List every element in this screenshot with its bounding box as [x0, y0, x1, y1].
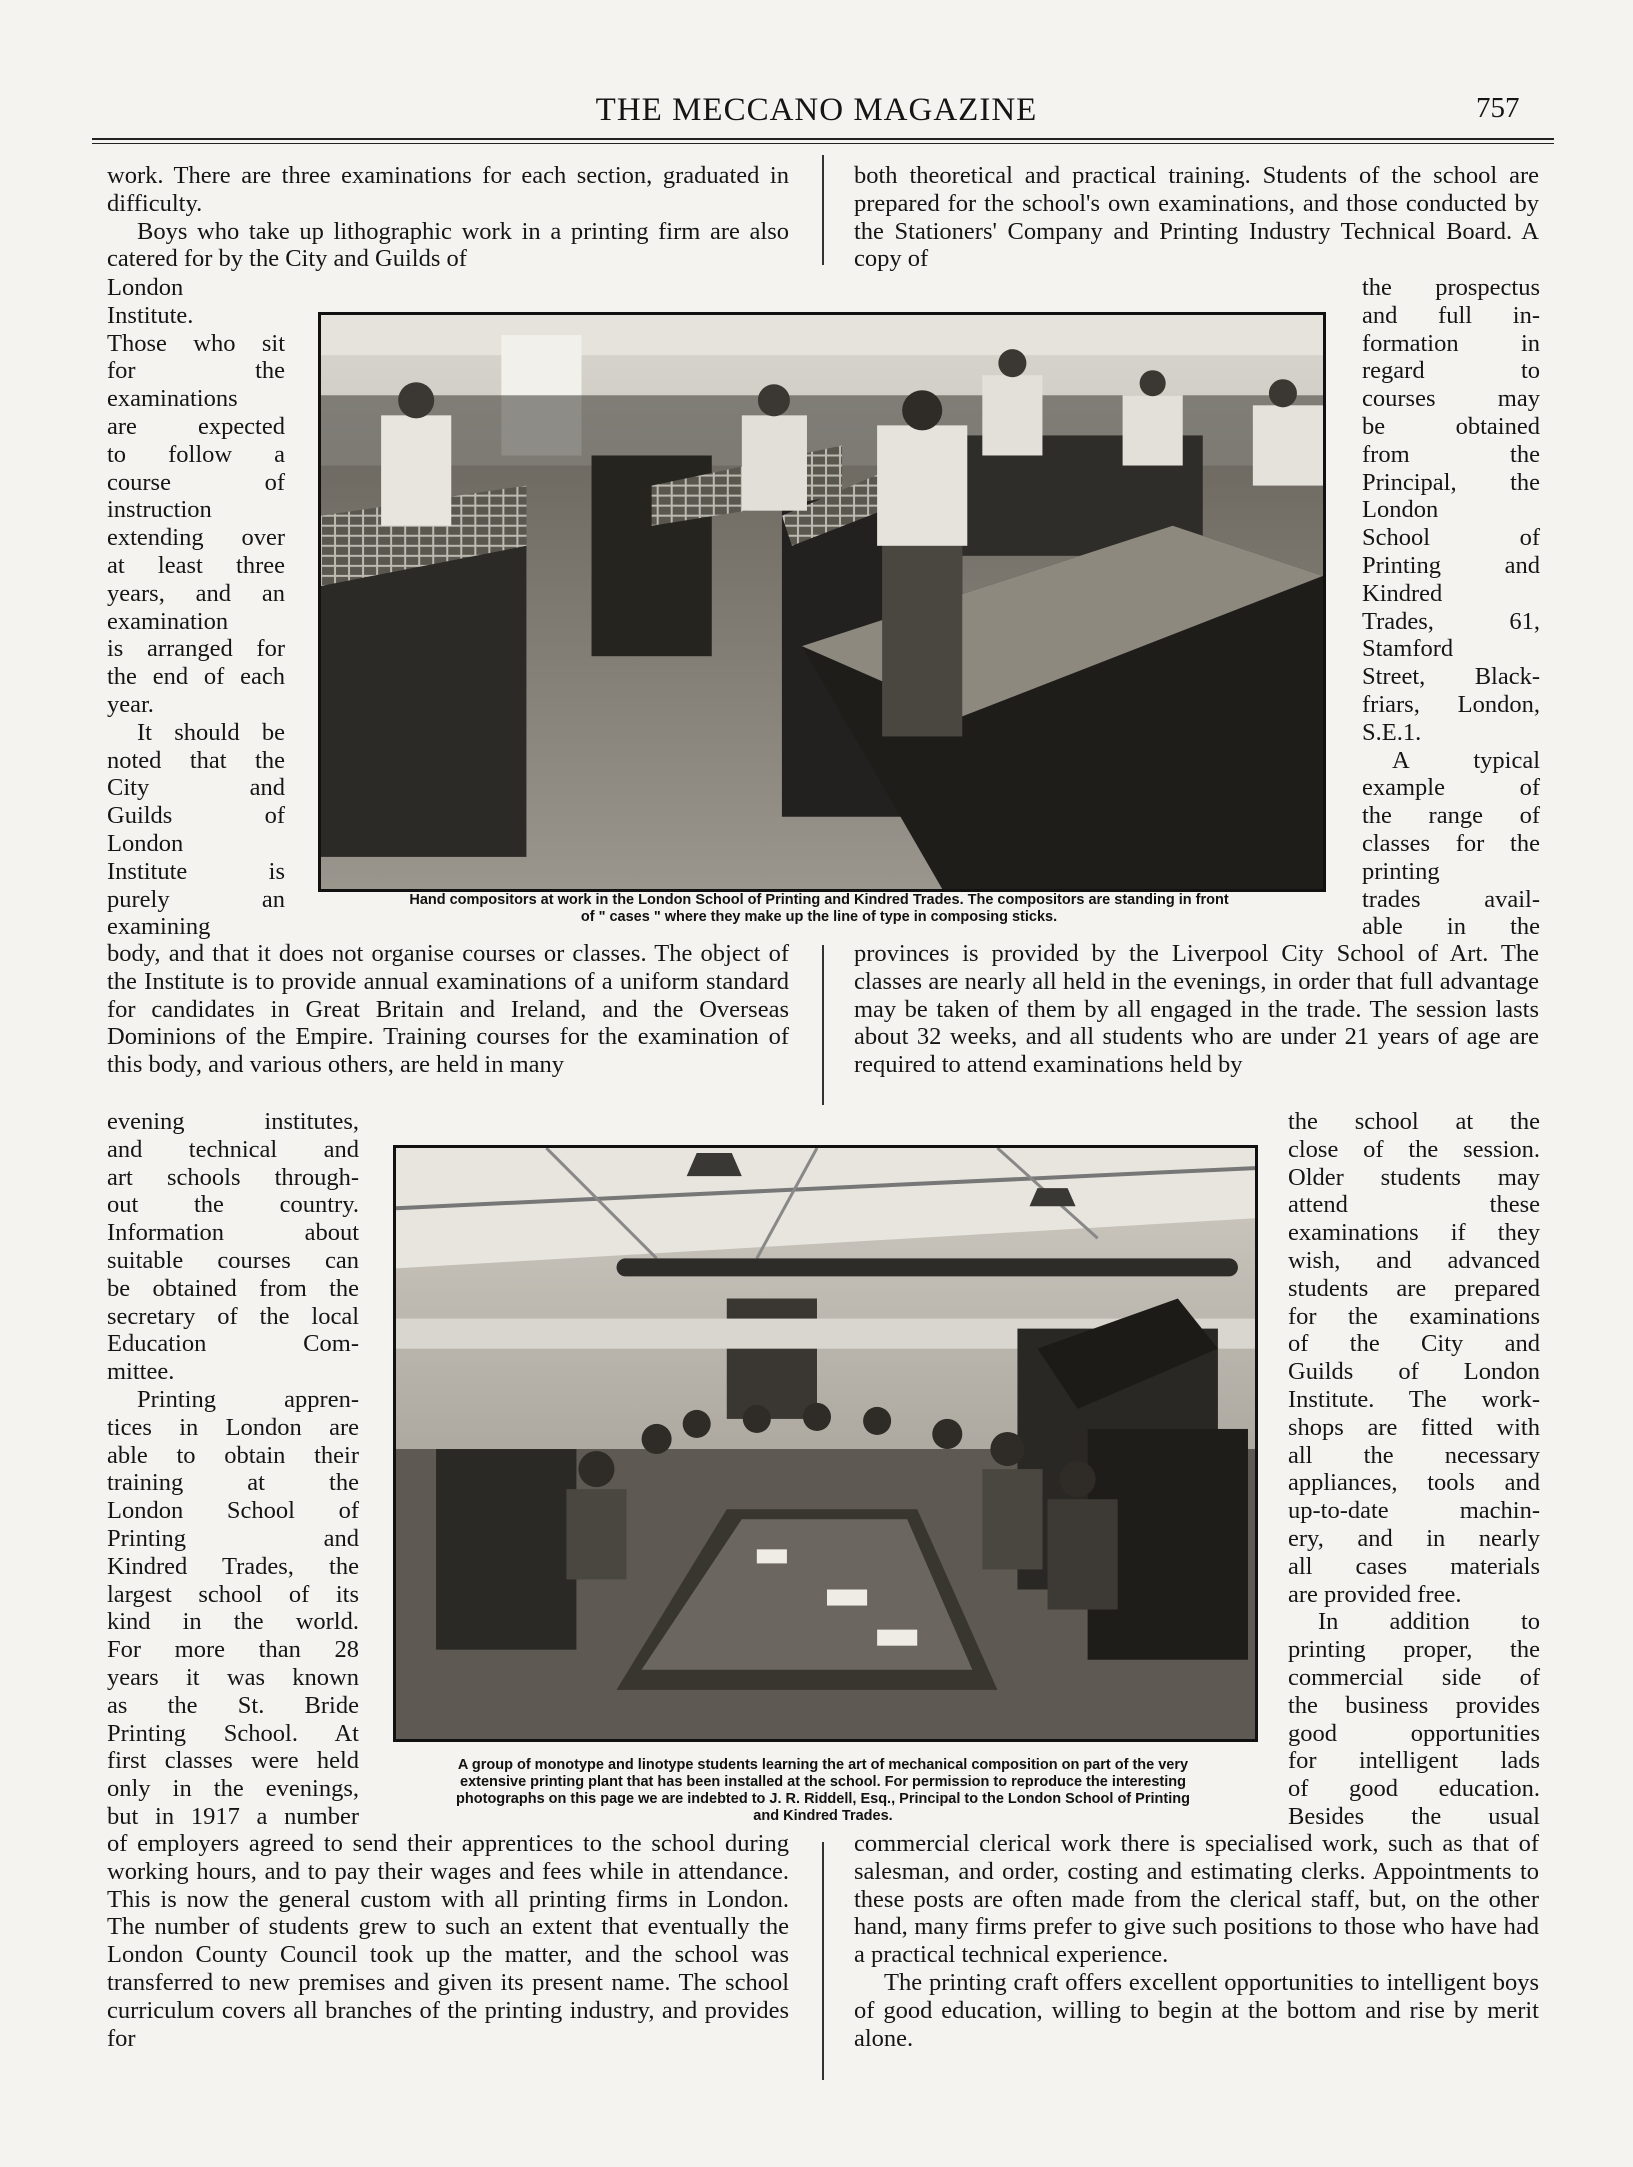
text-line: of good education. — [1288, 1775, 1540, 1803]
text-line: at least three — [107, 551, 285, 579]
paragraph: Boys who take up lithographic work in a printing firm are also catered for by the City and Guilds of — [107, 217, 789, 273]
text-line: the business provides — [1288, 1691, 1540, 1719]
text-line: Street, Black- — [1362, 663, 1540, 691]
paragraph: work. There are three examinations for each section, graduated in difficulty. — [107, 162, 789, 217]
text-line: formation in — [1362, 329, 1540, 357]
text-line: Principal, the — [1362, 468, 1540, 496]
text-line: out the country. — [107, 1191, 359, 1219]
text-line: Besides the usual — [1288, 1802, 1540, 1830]
photo-monotype-students — [393, 1145, 1258, 1742]
text-line: Education Com- — [107, 1330, 359, 1358]
photo-monotype-students-image — [396, 1148, 1255, 1739]
photo-monotype-students-caption — [372, 1757, 1274, 1825]
right-narrow-text-2 — [1288, 1108, 1540, 1831]
right-narrow-text-1 — [1362, 274, 1540, 941]
text-line: up-to-date machin- — [1288, 1497, 1540, 1525]
text-line: mittee. — [107, 1358, 175, 1386]
text-line: tices in London are — [107, 1413, 359, 1441]
text-line: the school at the — [1288, 1108, 1540, 1135]
middle-right-text: provinces is provided by the Liverpool City School of Art. The classes are nearly all held in the evenings, in order that full advantage may be taken of them by all engaged in the trade. The session lasts about 32 weeks, and all students who are under 21 years of age are required to attend examinations held by — [854, 940, 1539, 1079]
paragraph: commercial clerical work there is specialised work, such as that of salesman, and order, costing and estimating clerks. Appointments to these posts are often made from the clerical staff, but, on the other hand, many firms prefer to give such positions to those who have had a practical technical experience. — [854, 1830, 1539, 1969]
text-line: suitable courses can — [107, 1246, 359, 1274]
text-line: It should be — [137, 718, 285, 746]
text-line: are expected — [107, 412, 285, 440]
text-line: attend these — [1288, 1191, 1540, 1219]
text-line: trades avail- — [1362, 885, 1540, 913]
paragraph: The printing craft offers excellent opportunities to intelligent boys of good education, willing to begin at the bottom and rise by merit alone. — [854, 1968, 1539, 2052]
text-line: Institute. The work- — [1288, 1385, 1540, 1413]
text-line: for the — [107, 357, 285, 385]
left-narrow-text-2 — [107, 1108, 359, 1831]
text-line: able to obtain their — [107, 1441, 359, 1469]
text-line: students are prepared — [1288, 1274, 1540, 1302]
text-line: Printing appren- — [137, 1385, 359, 1413]
text-line: Kindred — [1362, 579, 1443, 607]
text-line: appliances, tools and — [1288, 1469, 1540, 1497]
photo-hand-compositors-image — [321, 315, 1323, 889]
text-line: example of — [1362, 774, 1540, 802]
text-line: close of the session. — [1288, 1135, 1540, 1163]
text-line: first classes were held — [107, 1747, 359, 1775]
text-line: courses may — [1362, 385, 1540, 413]
text-line: the range of — [1362, 802, 1540, 830]
text-line: classes for the — [1362, 829, 1540, 857]
text-line: friars, London, — [1362, 690, 1540, 718]
caption-line: Hand compositors at work in the London School of Printing and Kindred Trades. The compositors are standing in front — [409, 892, 1229, 908]
text-line: examinations — [107, 385, 238, 413]
caption-line: photographs on this page we are indebted to J. R. Riddell, Esq., Principal to the London School of Printing — [456, 1791, 1190, 1807]
text-line: Institute. — [107, 301, 194, 329]
text-line: kind in the world. — [107, 1608, 359, 1636]
column-divider-middle — [822, 945, 824, 1105]
top-right-text: both theoretical and practical training. Students of the school are prepared for the school's own examinations, and those conducted by the Stationers' Company and Printing Industry Technical Board. A copy of — [854, 162, 1539, 273]
text-line: wish, and advanced — [1288, 1246, 1540, 1274]
text-line: Guilds of London — [1288, 1358, 1540, 1386]
text-line: only in the evenings, — [107, 1775, 359, 1803]
text-line: purely an — [107, 885, 285, 913]
text-line: be obtained — [1362, 412, 1540, 440]
caption-line: and Kindred Trades. — [753, 1808, 893, 1824]
header-rule-bottom — [92, 143, 1554, 144]
text-line: printing proper, the — [1288, 1636, 1540, 1664]
text-line: year. — [107, 690, 154, 718]
text-line: City and — [107, 774, 285, 802]
text-line: the prospectus — [1362, 274, 1540, 301]
left-narrow-text-1 — [107, 274, 285, 941]
text-line: instruction — [107, 496, 212, 524]
text-line: ery, and in nearly — [1288, 1524, 1540, 1552]
text-line: and full in- — [1362, 301, 1540, 329]
text-line: noted that the — [107, 746, 285, 774]
text-line: London School of — [107, 1497, 359, 1525]
caption-line: A group of monotype and linotype students learning the art of mechanical composition on part of the very — [457, 1757, 1189, 1773]
text-line: printing — [1362, 857, 1440, 885]
text-line: years it was known — [107, 1663, 359, 1691]
text-line: Printing and — [1362, 551, 1540, 579]
text-line: training at the — [107, 1469, 359, 1497]
text-line: Stamford — [1362, 635, 1454, 663]
text-line: and technical and — [107, 1135, 359, 1163]
text-line: In addition to — [1318, 1608, 1540, 1636]
magazine-title: THE MECCANO MAGAZINE — [595, 92, 1038, 128]
text-line: of the City and — [1288, 1330, 1540, 1358]
text-line: for the examinations — [1288, 1302, 1540, 1330]
text-line: A typical — [1392, 746, 1540, 774]
text-line: for intelligent lads — [1288, 1747, 1540, 1775]
column-divider-bottom — [822, 1842, 824, 2080]
text-line: London — [1362, 496, 1439, 524]
bottom-left-text: of employers agreed to send their apprentices to the school during working hours, and to pay their wages and fees while in attendance. This is now the general custom with all printing firms in London. The number of students grew to such an extent that eventually the London County Council took up the matter, and the school was transferred to new premises and given its present name. The school curriculum covers all branches of the printing industry, and provides for — [107, 1830, 789, 2052]
photo-hand-compositors — [318, 312, 1326, 892]
caption-line: extensive printing plant that has been installed at the school. For permission to reproduce the interesting — [460, 1774, 1186, 1790]
top-left-text — [107, 162, 789, 273]
text-line: Kindred Trades, the — [107, 1552, 359, 1580]
text-line: London — [107, 829, 184, 857]
text-line: commercial side of — [1288, 1663, 1540, 1691]
text-line: Printing and — [107, 1524, 359, 1552]
text-line: from the — [1362, 440, 1540, 468]
text-line: S.E.1. — [1362, 718, 1422, 746]
photo-hand-compositors-caption — [318, 892, 1320, 926]
text-line: are provided free. — [1288, 1580, 1462, 1608]
text-line: be obtained from the — [107, 1274, 359, 1302]
text-line: evening institutes, — [107, 1108, 359, 1135]
text-line: good opportunities — [1288, 1719, 1540, 1747]
text-line: but in 1917 a number — [107, 1802, 359, 1830]
text-line: all the necessary — [1288, 1441, 1540, 1469]
text-line: art schools through- — [107, 1163, 359, 1191]
text-line: extending over — [107, 524, 285, 552]
text-line: able in the — [1362, 913, 1540, 941]
text-line: London — [107, 274, 184, 301]
text-line: years, and an — [107, 579, 285, 607]
text-line: examining — [107, 913, 211, 941]
bottom-right-text — [854, 1830, 1539, 2052]
text-line: all cases materials — [1288, 1552, 1540, 1580]
text-line: to follow a — [107, 440, 285, 468]
text-line: secretary of the local — [107, 1302, 359, 1330]
text-line: Information about — [107, 1219, 359, 1247]
text-line: examination — [107, 607, 229, 635]
text-line: as the St. Bride — [107, 1691, 359, 1719]
header-rule-top — [92, 138, 1554, 140]
text-line: shops are fitted with — [1288, 1413, 1540, 1441]
text-line: examinations if they — [1288, 1219, 1540, 1247]
text-line: Printing School. At — [107, 1719, 359, 1747]
text-line: Institute is — [107, 857, 285, 885]
text-line: largest school of its — [107, 1580, 359, 1608]
column-divider-top — [822, 155, 824, 265]
text-line: Trades, 61, — [1362, 607, 1540, 635]
text-line: Those who sit — [107, 329, 285, 357]
text-line: School of — [1362, 524, 1540, 552]
text-line: is arranged for — [107, 635, 285, 663]
text-line: Older students may — [1288, 1163, 1540, 1191]
page-number: 757 — [1476, 92, 1520, 124]
text-line: regard to — [1362, 357, 1540, 385]
text-line: Guilds of — [107, 802, 285, 830]
text-line: For more than 28 — [107, 1636, 359, 1664]
text-line: the end of each — [107, 663, 285, 691]
caption-line: of " cases " where they make up the line of type in composing sticks. — [580, 909, 1058, 925]
middle-left-text: body, and that it does not organise courses or classes. The object of the Institute is to provide annual examinations of a uniform standard for candidates in Great Britain and Ireland, and the Overseas Dominions of the Empire. Training courses for the examination of this body, and various others, are held in many — [107, 940, 789, 1079]
text-line: course of — [107, 468, 285, 496]
